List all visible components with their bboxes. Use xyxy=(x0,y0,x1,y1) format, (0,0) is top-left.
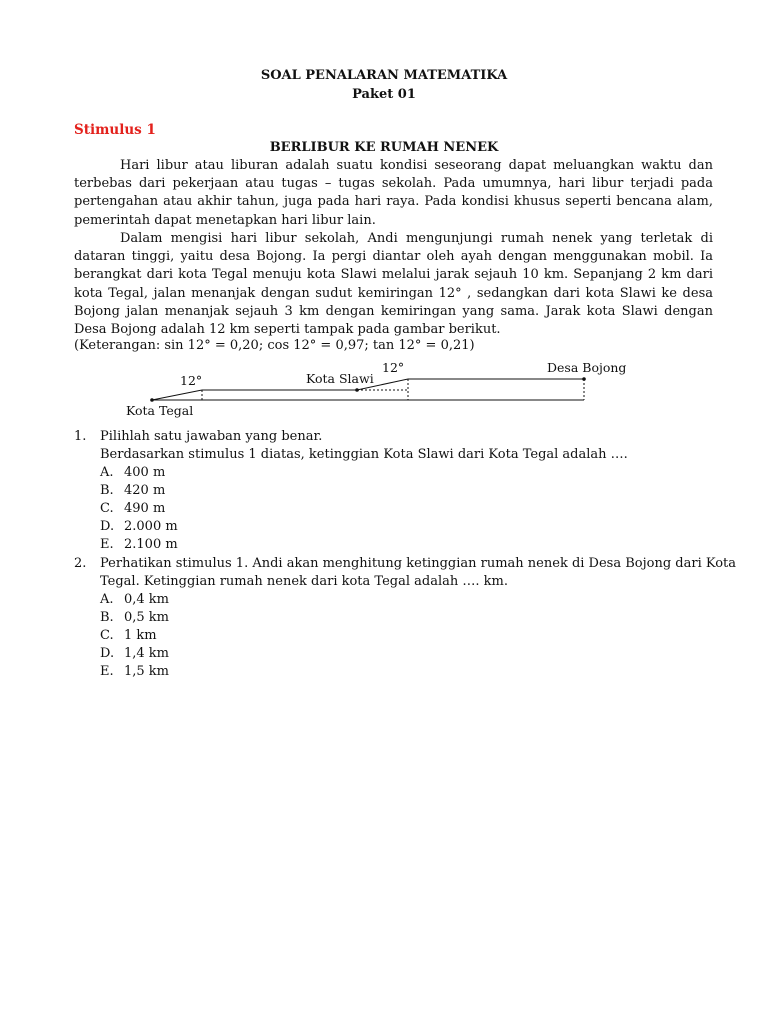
stimulus-heading: BERLIBUR KE RUMAH NENEK xyxy=(269,140,499,155)
option-text: 2.000 m xyxy=(124,519,178,534)
option-letter: C. xyxy=(100,501,114,516)
option-letter: B. xyxy=(100,483,114,498)
option-text: 0,4 km xyxy=(124,592,170,607)
option-text: 490 m xyxy=(124,501,166,516)
question-instruction: Pilihlah satu jawaban yang benar. xyxy=(100,429,323,444)
question-text: Perhatikan stimulus 1. Andi akan menghitung ketinggian rumah nenek di Desa Bojong dari Kota xyxy=(100,556,737,571)
option-text: 400 m xyxy=(124,465,166,480)
trig-note: (Keterangan: sin 12° = 0,20; cos 12° = 0,97; tan 12° = 0,21) xyxy=(74,338,475,353)
route-diagram xyxy=(110,358,630,420)
option-2e[interactable] xyxy=(100,663,169,681)
slawi-point xyxy=(355,388,359,392)
document-title: SOAL PENALARAN MATEMATIKA xyxy=(260,68,508,83)
question-text: Tegal. Ketinggian rumah nenek dari kota Tegal adalah …. km. xyxy=(100,574,508,589)
document-subtitle: Paket 01 xyxy=(352,87,416,102)
option-letter: A. xyxy=(100,592,114,607)
bojong-point xyxy=(582,377,586,381)
option-2b[interactable] xyxy=(100,609,169,627)
question-text: Berdasarkan stimulus 1 diatas, ketinggian Kota Slawi dari Kota Tegal adalah …. xyxy=(100,447,628,462)
angle-label-2: 12° xyxy=(382,360,405,375)
slawi-label: Kota Slawi xyxy=(306,371,374,386)
tegal-point xyxy=(150,398,154,402)
option-1e[interactable] xyxy=(100,536,178,554)
option-letter: E. xyxy=(100,664,114,679)
option-text: 2.100 m xyxy=(124,537,178,552)
option-2d[interactable] xyxy=(100,645,169,663)
stimulus-paragraph-1: Hari libur atau liburan adalah suatu kondisi seseorang dapat meluangkan waktu dan terbebas dari pekerjaan atau tugas – tugas sekolah. Pada umumnya, hari libur terjadi pada pertengahan atau akhir tahun, juga pada hari raya. Pada kondisi khusus seperti bencana alam, pemerintah dapat menetapkan hari libur lain. xyxy=(74,158,713,228)
angle-label-1: 12° xyxy=(180,373,203,388)
option-letter: B. xyxy=(100,610,114,625)
option-text: 0,5 km xyxy=(124,610,170,625)
option-text: 1,4 km xyxy=(124,646,170,661)
option-text: 420 m xyxy=(124,483,166,498)
option-letter: E. xyxy=(100,537,114,552)
option-1d[interactable] xyxy=(100,518,178,536)
option-letter: D. xyxy=(100,519,115,534)
option-letter: C. xyxy=(100,628,114,643)
option-1b[interactable] xyxy=(100,482,165,500)
option-2a[interactable] xyxy=(100,591,169,609)
option-text: 1,5 km xyxy=(124,664,170,679)
option-2c[interactable] xyxy=(100,627,157,645)
option-1a[interactable] xyxy=(100,464,165,482)
stimulus-paragraph-2: Dalam mengisi hari libur sekolah, Andi mengunjungi rumah nenek yang terletak di dataran tinggi, yaitu desa Bojong. Ia pergi diantar oleh ayah dengan menggunakan mobil. Ia berangkat dari kota Tegal menuju kota Slawi melalui jarak sejauh 10 km. Sepanjang 2 km dari kota Tegal, jalan menanjak dengan sudut kemiringan 12° , sedangkan dari kota Slawi ke desa Bojong jalan menanjak sejauh 3 km dengan kemiringan yang sama. Jarak kota Slawi dengan Desa Bojong adalah 12 km seperti tampak pada gambar berikut. xyxy=(74,231,713,338)
bojong-label: Desa Bojong xyxy=(547,360,627,375)
question-number: 2. xyxy=(74,556,87,571)
option-letter: D. xyxy=(100,646,115,661)
stimulus-label: Stimulus 1 xyxy=(74,122,156,138)
option-letter: A. xyxy=(100,465,114,480)
tegal-label: Kota Tegal xyxy=(126,403,194,418)
slope-tegal xyxy=(152,390,202,400)
option-1c[interactable] xyxy=(100,500,165,518)
question-number: 1. xyxy=(74,429,87,444)
option-text: 1 km xyxy=(124,628,157,643)
